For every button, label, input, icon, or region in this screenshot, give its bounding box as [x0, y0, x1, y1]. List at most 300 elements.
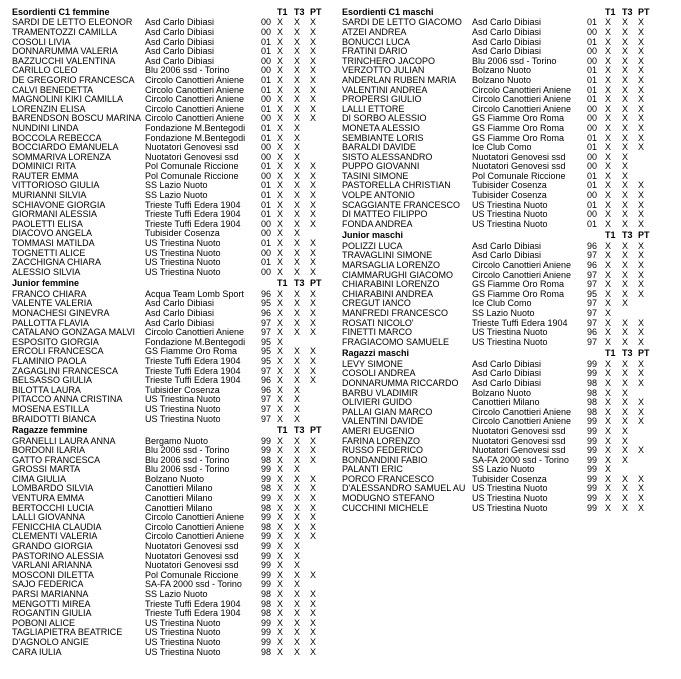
athlete-row [12, 105, 337, 115]
athlete-row [342, 134, 677, 144]
mark-t3: X [622, 318, 629, 328]
mark-t3: X [622, 378, 629, 388]
mark-pt: X [310, 85, 317, 95]
club-name: Asd Carlo Dibiasi [472, 241, 542, 251]
birth-year: 97 [587, 318, 598, 328]
birth-year: 01 [261, 85, 272, 95]
athlete-row [342, 191, 677, 201]
mark-t3: X [622, 66, 629, 76]
birth-year: 99 [261, 570, 272, 580]
mark-t1: X [277, 37, 284, 47]
birth-year: 01 [261, 37, 272, 47]
club-name: Asd Carlo Dibiasi [472, 18, 542, 28]
mark-t3: X [294, 200, 301, 210]
birth-year: 01 [587, 133, 598, 143]
athlete-row [342, 417, 677, 427]
mark-pt: X [310, 299, 317, 309]
mark-t1: X [605, 104, 612, 114]
mark-t3: X [622, 426, 629, 436]
mark-pt: X [310, 309, 317, 318]
athlete-row [12, 143, 337, 153]
athlete-row [12, 290, 337, 300]
club-name: US Triestina Nuoto [145, 637, 221, 647]
mark-t3: X [622, 133, 629, 143]
mark-t3: X [622, 18, 629, 28]
athlete-row [12, 542, 337, 552]
athlete-row [12, 638, 337, 648]
mark-pt: X [638, 251, 645, 261]
mark-pt: X [638, 484, 645, 494]
mark-t1: X [277, 503, 284, 513]
mark-t1: X [277, 395, 284, 405]
athlete-name: CREGUT IANCO [342, 299, 411, 309]
birth-year: 99 [261, 628, 272, 638]
club-name: US Triestina Nuoto [145, 628, 221, 638]
athlete-row [12, 114, 337, 124]
athlete-name: ATZEI ANDREA [342, 27, 407, 37]
club-name: Circolo Canottieri Aniene [145, 532, 245, 542]
mark-pt: X [310, 618, 317, 628]
mark-t1: X [277, 337, 284, 347]
athlete-row [12, 229, 337, 239]
mark-t3: X [622, 114, 629, 124]
athlete-row [12, 465, 337, 475]
athlete-row [12, 600, 337, 610]
athlete-row [342, 360, 677, 370]
column-header: T3 [622, 7, 633, 17]
mark-pt: X [310, 239, 317, 249]
mark-pt: X [638, 378, 645, 388]
birth-year: 99 [587, 455, 598, 465]
mark-t3: X [622, 280, 629, 290]
athlete-name: D'ALESSANDRO SAMUEL AU [342, 484, 466, 494]
birth-year: 01 [587, 171, 598, 181]
birth-year: 99 [261, 474, 272, 484]
mark-t1: X [277, 18, 284, 28]
athlete-row [12, 181, 337, 191]
athlete-name: ZAGAGLINI FRANCESCA [12, 366, 119, 376]
mark-t3: X [294, 446, 301, 456]
mark-t1: X [277, 570, 284, 580]
birth-year: 00 [261, 152, 272, 162]
birth-year: 98 [261, 503, 272, 513]
mark-t1: X [277, 455, 284, 465]
mark-t1: X [277, 532, 284, 542]
club-name: Canottieri Milano [145, 494, 213, 504]
birth-year: 00 [261, 267, 272, 277]
birth-year: 99 [261, 513, 272, 523]
mark-t3: X [622, 388, 629, 398]
mark-t1: X [605, 251, 612, 261]
mark-t1: X [605, 328, 612, 338]
athlete-row [12, 172, 337, 182]
mark-t3: X [622, 261, 629, 271]
mark-t3: X [294, 513, 301, 523]
birth-year: 98 [261, 455, 272, 465]
birth-year: 97 [587, 280, 598, 290]
mark-t3: X [294, 152, 301, 162]
mark-t1: X [605, 318, 612, 328]
athlete-name: CARA IULIA [12, 647, 62, 657]
athlete-name: SARDI DE LETTO ELEONOR [12, 18, 133, 28]
club-name: US Triestina Nuoto [145, 267, 221, 277]
mark-pt: X [310, 599, 317, 609]
club-name: Nuotatori Genovesi ssd [472, 162, 566, 172]
mark-pt: X [638, 18, 645, 28]
mark-t3: X [294, 561, 301, 571]
athlete-name: MARSAGLIA LORENZO [342, 261, 441, 271]
club-name: Bolzano Nuoto [472, 66, 532, 76]
mark-t1: X [605, 388, 612, 398]
club-name: Pol Comunale Riccione [145, 570, 239, 580]
mark-t3: X [294, 328, 301, 338]
mark-t1: X [605, 280, 612, 290]
mark-t1: X [277, 561, 284, 571]
mark-pt: X [638, 289, 645, 299]
mark-t3: X [622, 455, 629, 465]
athlete-row [12, 220, 337, 230]
athlete-name: VENTURA EMMA [12, 494, 85, 504]
mark-t3: X [294, 637, 301, 647]
athlete-row [342, 105, 677, 115]
athlete-row [342, 86, 677, 96]
club-name: Bolzano Nuoto [145, 474, 205, 484]
club-name: Asd Carlo Dibiasi [472, 27, 542, 37]
column-header: PT [638, 348, 650, 359]
athlete-row [12, 162, 337, 172]
mark-t1: X [605, 47, 612, 57]
athlete-name: DI MATTEO FILIPPO [342, 210, 428, 220]
athlete-name: CIAMMARUGHI GIACOMO [342, 270, 454, 280]
mark-t1: X [277, 123, 284, 133]
mark-t3: X [294, 18, 301, 28]
mark-t1: X [605, 133, 612, 143]
mark-t3: X [622, 369, 629, 379]
club-name: SA-FA 2000 ssd - Torino [472, 455, 569, 465]
athlete-name: ZACCHIGNA CHIARA [12, 258, 102, 268]
club-name: Acqua Team Lomb Sport [145, 289, 244, 299]
birth-year: 99 [261, 637, 272, 647]
birth-year: 00 [261, 229, 272, 239]
section-header [342, 347, 677, 359]
mark-t1: X [277, 347, 284, 357]
club-name: Canottieri Milano [145, 484, 213, 494]
club-name: Circolo Canottieri Aniene [472, 407, 572, 417]
mark-t1: X [605, 398, 612, 408]
mark-pt: X [638, 66, 645, 76]
athlete-row [342, 290, 677, 300]
mark-t1: X [605, 37, 612, 47]
athlete-name: MENGOTTI MIREA [12, 599, 91, 609]
club-name: Trieste Tuffi Edera 1904 [145, 219, 241, 229]
mark-t3: X [294, 455, 301, 465]
mark-t1: X [277, 599, 284, 609]
birth-year: 00 [587, 210, 598, 220]
mark-t1: X [605, 436, 612, 446]
club-name: Blu 2006 ssd - Torino [145, 446, 230, 456]
athlete-name: BOCCOLA REBECCA [12, 133, 102, 143]
birth-year: 96 [261, 309, 272, 318]
athlete-row [342, 28, 677, 38]
athlete-name: RAUTER EMMA [12, 171, 79, 181]
mark-pt: X [310, 162, 317, 172]
birth-year: 01 [261, 181, 272, 191]
athlete-row [342, 280, 677, 290]
athlete-name: TASINI SIMONE [342, 171, 409, 181]
mark-t1: X [277, 267, 284, 277]
club-name: Asd Carlo Dibiasi [472, 359, 542, 369]
mark-t1: X [605, 27, 612, 37]
athlete-name: ERCOLI FRANCESCA [12, 347, 104, 357]
athlete-row [12, 395, 337, 405]
club-name: SA-FA 2000 ssd - Torino [145, 580, 242, 590]
mark-t3: X [622, 398, 629, 408]
mark-t3: X [294, 494, 301, 504]
athlete-row [12, 47, 337, 57]
club-name: US Triestina Nuoto [472, 210, 548, 220]
athlete-name: ESPOSITO GIORGIA [12, 337, 99, 347]
club-name: SS Lazio Nuoto [472, 465, 535, 475]
athlete-row [12, 446, 337, 456]
section-title: Esordienti C1 femmine [12, 7, 110, 17]
athlete-row [342, 76, 677, 86]
club-name: Fondazione M.Bentegodi [145, 337, 246, 347]
mark-pt: X [310, 248, 317, 258]
club-name: GS Fiamme Oro Roma [472, 289, 565, 299]
club-name: Canottieri Milano [472, 398, 540, 408]
right-column [342, 6, 677, 513]
athlete-name: DIACOVO ANGELA [12, 229, 93, 239]
left-column [12, 6, 337, 657]
mark-t3: X [294, 580, 301, 590]
mark-t1: X [277, 289, 284, 299]
birth-year: 99 [587, 436, 598, 446]
mark-pt: X [310, 503, 317, 513]
mark-t1: X [605, 85, 612, 95]
birth-year: 95 [261, 299, 272, 309]
mark-t1: X [277, 191, 284, 201]
athlete-row [12, 328, 337, 338]
mark-t3: X [294, 474, 301, 484]
mark-pt: X [638, 241, 645, 251]
mark-t1: X [605, 465, 612, 475]
mark-t1: X [277, 309, 284, 318]
mark-pt: X [310, 366, 317, 376]
athlete-row [342, 328, 677, 338]
mark-pt: X [310, 532, 317, 542]
club-name: Blu 2006 ssd - Torino [145, 66, 230, 76]
mark-t3: X [294, 171, 301, 181]
club-name: Asd Carlo Dibiasi [472, 251, 542, 261]
mark-t1: X [277, 210, 284, 220]
athlete-name: PALLAI GIAN MARCO [342, 407, 433, 417]
mark-pt: X [310, 267, 317, 277]
club-name: US Triestina Nuoto [145, 258, 221, 268]
club-name: Asd Carlo Dibiasi [145, 47, 215, 57]
athlete-name: GIORMANI ALESSIA [12, 210, 98, 220]
mark-t1: X [277, 590, 284, 600]
athlete-row [342, 389, 677, 399]
mark-t3: X [294, 27, 301, 37]
mark-t1: X [277, 104, 284, 114]
athlete-name: FARINA LORENZO [342, 436, 421, 446]
birth-year: 01 [261, 123, 272, 133]
mark-pt: X [638, 280, 645, 290]
column-header: T1 [277, 7, 288, 17]
mark-t1: X [605, 455, 612, 465]
mark-pt: X [638, 191, 645, 201]
birth-year: 01 [261, 191, 272, 201]
mark-t1: X [277, 609, 284, 619]
club-name: Nuotatori Genovesi ssd [145, 143, 239, 153]
birth-year: 99 [587, 417, 598, 427]
mark-t3: X [294, 289, 301, 299]
mark-t3: X [294, 239, 301, 249]
club-name: Fondazione M.Bentegodi [145, 133, 246, 143]
athlete-name: LORENZIN ELISA [12, 104, 86, 114]
club-name: Tubisider Cosenza [145, 229, 220, 239]
club-name: US Triestina Nuoto [145, 239, 221, 249]
club-name: Circolo Canottieri Aniene [145, 85, 245, 95]
club-name: Asd Carlo Dibiasi [145, 299, 215, 309]
athlete-name: GROSSI MARTA [12, 465, 81, 475]
athlete-row [342, 456, 677, 466]
athlete-row [12, 415, 337, 425]
birth-year: 99 [587, 359, 598, 369]
athlete-name: TOMMASI MATILDA [12, 239, 95, 249]
athlete-row [12, 249, 337, 259]
mark-pt: X [638, 210, 645, 220]
athlete-row [342, 369, 677, 379]
athlete-row [12, 191, 337, 201]
mark-t3: X [294, 376, 301, 386]
club-name: Asd Carlo Dibiasi [472, 378, 542, 388]
mark-t3: X [622, 446, 629, 456]
mark-t3: X [294, 181, 301, 191]
column-header: T3 [294, 7, 305, 17]
mark-t1: X [605, 299, 612, 309]
athlete-name: OLIVIERI GUIDO [342, 398, 413, 408]
athlete-name: SARDI DE LETTO GIACOMO [342, 18, 462, 28]
athlete-name: FRATINI DARIO [342, 47, 408, 57]
mark-t1: X [277, 229, 284, 239]
mark-pt: X [310, 318, 317, 328]
mark-t3: X [294, 123, 301, 133]
club-name: Circolo Canottieri Aniene [472, 104, 572, 114]
club-name: Canottieri Milano [145, 503, 213, 513]
athlete-row [12, 367, 337, 377]
club-name: US Triestina Nuoto [472, 494, 548, 504]
mark-pt: X [310, 210, 317, 220]
athlete-name: PITACCO ANNA CRISTINA [12, 395, 123, 405]
mark-pt: X [310, 114, 317, 124]
athlete-row [342, 162, 677, 172]
birth-year: 96 [587, 241, 598, 251]
athlete-name: DONNARUMMA RICCARDO [342, 378, 459, 388]
birth-year: 97 [261, 404, 272, 414]
mark-t3: X [622, 503, 629, 513]
athlete-name: PUPPO GIOVANNI [342, 162, 420, 172]
mark-t1: X [605, 289, 612, 299]
athlete-name: BILOTTA LAURA [12, 385, 81, 395]
mark-t1: X [277, 85, 284, 95]
mark-pt: X [310, 104, 317, 114]
mark-t3: X [294, 258, 301, 268]
athlete-row [342, 261, 677, 271]
athlete-name: FENICCHIA CLAUDIA [12, 522, 102, 532]
athlete-row [342, 95, 677, 105]
birth-year: 00 [587, 123, 598, 133]
mark-pt: X [638, 200, 645, 210]
mark-t3: X [294, 75, 301, 85]
athlete-row [342, 38, 677, 48]
mark-t1: X [605, 484, 612, 494]
athlete-row [12, 57, 337, 67]
mark-t3: X [294, 590, 301, 600]
athlete-row [12, 76, 337, 86]
mark-t3: X [294, 56, 301, 66]
mark-t3: X [294, 436, 301, 446]
club-name: Bolzano Nuoto [472, 388, 532, 398]
mark-t1: X [277, 239, 284, 249]
mark-t1: X [605, 503, 612, 513]
athlete-row [12, 590, 337, 600]
athlete-row [342, 220, 677, 230]
club-name: Circolo Canottieri Aniene [145, 75, 245, 85]
athlete-name: SISTO ALESSANDRO [342, 152, 433, 162]
birth-year: 00 [587, 191, 598, 201]
athlete-name: LALLI GIOVANNA [12, 513, 85, 523]
athlete-name: BOCCIARDO EMANUELA [12, 143, 119, 153]
mark-t1: X [605, 378, 612, 388]
athlete-row [342, 475, 677, 485]
mark-t3: X [294, 542, 301, 552]
athlete-row [12, 258, 337, 268]
birth-year: 99 [261, 446, 272, 456]
column-header: PT [310, 278, 322, 289]
mark-t3: X [294, 66, 301, 76]
birth-year: 97 [261, 366, 272, 376]
athlete-name: CUCCHINI MICHELE [342, 503, 429, 513]
athlete-name: COSOLI LIVIA [12, 37, 71, 47]
mark-t1: X [605, 181, 612, 191]
athlete-name: BELSASSO GIULIA [12, 376, 93, 386]
athlete-name: LEVY SIMONE [342, 359, 403, 369]
athlete-row [12, 268, 337, 278]
club-name: Pol Comunale Riccione [472, 171, 566, 181]
club-name: Bolzano Nuoto [472, 75, 532, 85]
birth-year: 01 [261, 200, 272, 210]
birth-year: 01 [587, 219, 598, 229]
mark-t1: X [605, 66, 612, 76]
mark-t1: X [277, 513, 284, 523]
athlete-name: LOMBARDO SILVIA [12, 484, 94, 494]
athlete-name: POLIZZI LUCA [342, 241, 403, 251]
mark-t3: X [622, 219, 629, 229]
birth-year: 99 [261, 465, 272, 475]
birth-year: 01 [261, 104, 272, 114]
section-title: Junior maschi [342, 230, 404, 241]
mark-pt: X [310, 356, 317, 366]
mark-t1: X [277, 647, 284, 657]
mark-t1: X [605, 474, 612, 484]
mark-t3: X [294, 248, 301, 258]
mark-pt: X [638, 417, 645, 427]
mark-pt: X [310, 171, 317, 181]
birth-year: 01 [261, 258, 272, 268]
mark-t3: X [622, 191, 629, 201]
athlete-name: MANFREDI FRANCESCO [342, 309, 449, 318]
